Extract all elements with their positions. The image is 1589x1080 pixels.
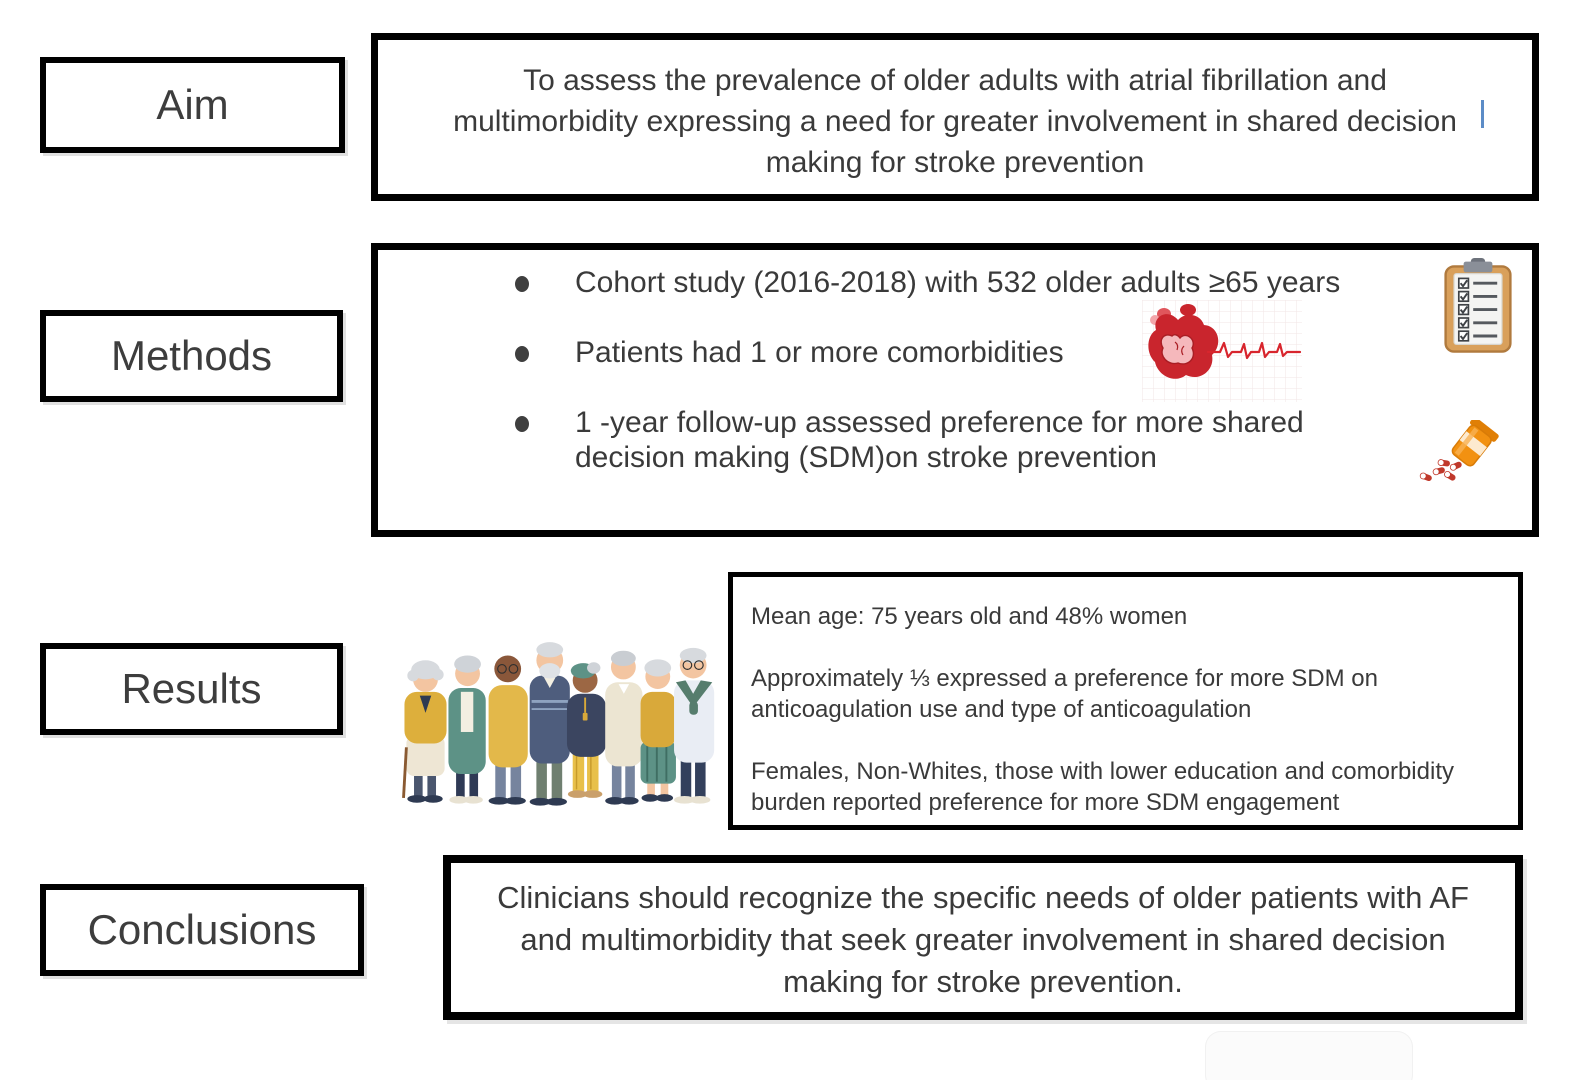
heart-ecg-icon bbox=[1142, 300, 1302, 402]
results-paragraph-3: Females, Non-Whites, those with lower education and comorbidity burden reported preference for more SDM engagement bbox=[751, 758, 1454, 816]
methods-bullet-2 bbox=[515, 335, 1064, 370]
pill-bottle-icon bbox=[1412, 420, 1500, 486]
methods-label: Methods bbox=[110, 332, 273, 379]
aim-content-box bbox=[371, 33, 1539, 201]
conclusions-label-box bbox=[40, 884, 364, 976]
results-paragraph-2: Approximately ⅓ expressed a preference for more SDM on anticoagulation use and type of anticoagulation bbox=[751, 665, 1378, 723]
aim-label-box bbox=[40, 57, 345, 153]
clipboard-checklist-icon bbox=[1442, 258, 1514, 354]
person-7 bbox=[641, 659, 676, 801]
bullet-dot-icon bbox=[515, 346, 529, 362]
capsules bbox=[1419, 459, 1462, 482]
person-4 bbox=[530, 642, 570, 805]
methods-content-box bbox=[371, 243, 1539, 537]
person-3 bbox=[489, 656, 528, 805]
person-5 bbox=[567, 662, 606, 798]
methods-bullet-3 bbox=[515, 405, 1405, 475]
aim-label: Aim bbox=[156, 81, 229, 128]
conclusions-label: Conclusions bbox=[87, 906, 317, 953]
methods-bullet-1-text: Cohort study (2016-2018) with 532 older adults ≥65 years bbox=[575, 266, 1341, 299]
methods-label-box bbox=[40, 310, 343, 402]
conclusions-text: Clinicians should recognize the specific needs of older patients with AF and multimorbidity that seek greater involvement in shared decision making for stroke prevention. bbox=[497, 880, 1469, 999]
text-cursor bbox=[1481, 100, 1484, 128]
bullet-dot-icon bbox=[515, 276, 529, 292]
methods-bullet-3-text: 1 -year follow-up assessed preference for more shared decision making (SDM)on stroke prevention bbox=[575, 406, 1304, 474]
results-content-box bbox=[728, 572, 1523, 830]
person-2 bbox=[448, 656, 485, 804]
bullet-dot-icon bbox=[515, 416, 529, 432]
results-paragraph-1: Mean age: 75 years old and 48% women bbox=[751, 603, 1188, 630]
faint-bottom-panel bbox=[1205, 1031, 1413, 1080]
older-adults-group-illustration bbox=[393, 578, 718, 820]
person-1 bbox=[404, 660, 447, 802]
methods-bullet-2-text: Patients had 1 or more comorbidities bbox=[575, 336, 1064, 369]
methods-bullet-1 bbox=[515, 265, 1340, 300]
person-8 bbox=[674, 648, 714, 804]
results-label-box bbox=[40, 643, 343, 735]
results-label: Results bbox=[121, 665, 262, 712]
aim-text: To assess the prevalence of older adults with atrial fibrillation and multimorbidity expressing a need for greater involvement in shared decision making for stroke prevention bbox=[453, 64, 1457, 179]
conclusions-content-box bbox=[443, 855, 1523, 1020]
person-6 bbox=[605, 651, 642, 805]
